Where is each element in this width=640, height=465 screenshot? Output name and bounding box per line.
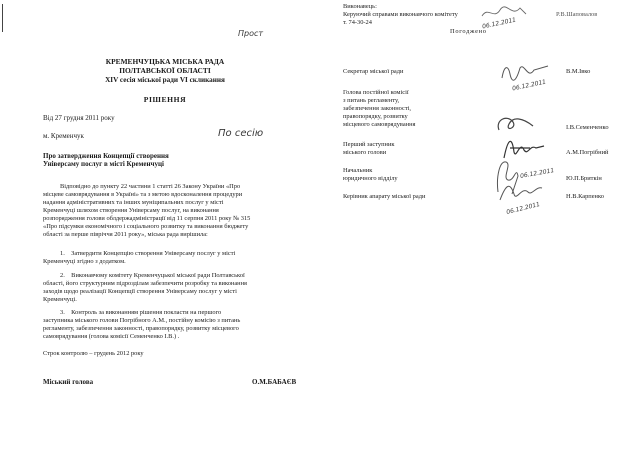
approver-role: Керівник апарату міської ради — [343, 193, 426, 200]
date-line: Від 27 грудня 2011 року — [43, 114, 115, 122]
approver-signature — [493, 112, 537, 136]
approver-name: І.В.Семенченко — [566, 124, 609, 131]
approver-role: Начальник — [343, 167, 373, 174]
signatory-title: Міський голова — [43, 378, 94, 386]
approver-role: Секретар міської ради — [343, 68, 404, 75]
approver-role: місцевого самоврядування — [343, 121, 416, 128]
preamble-line: області за перше півріччя 2011 року», міська рада вирішила: — [43, 231, 208, 238]
council-name: КРЕМЕНЧУЦЬКА МІСЬКА РАДА — [105, 57, 225, 66]
document-type: РІШЕННЯ — [143, 95, 187, 104]
item-2-line: 2. Виконавчому комітету Кременчуцької міської ради Полтавської — [60, 272, 245, 279]
executor-sign-date: 06.12.2011 — [481, 16, 517, 31]
item-1-line: 1. Затвердити Концепцію створення Універсаму послуг у місті — [60, 250, 236, 257]
region-name: ПОЛТАВСЬКОЇ ОБЛАСТІ — [119, 66, 211, 75]
subject-line-2: Універсаму послуг в місті Кременчуці — [43, 160, 164, 168]
approver-signature — [496, 178, 546, 208]
session-line: XIV сесія міської ради VI скликання — [105, 76, 225, 84]
approver-name: А.М.Погрібний — [566, 149, 609, 156]
item-3-line: 3. Контроль за виконанням рішення покласти на першого — [60, 309, 222, 316]
item-3-line: самоврядування (голова комісії Семенченко І.В.) . — [43, 333, 180, 340]
approver-signature — [498, 60, 554, 84]
subject-line-1: Про затвердження Концепції створення — [43, 152, 169, 160]
approver-role: забезпечення законності, — [343, 105, 412, 112]
approver-sign-date: 06.12.2011 — [519, 167, 555, 180]
signatory-name: О.М.БАБАЄВ — [252, 378, 297, 386]
item-1-line: Кременчуці згідно з додатком. — [43, 258, 126, 265]
approver-name: Ю.П.Бриткін — [566, 175, 602, 182]
executor-role: Керуючий справами виконавчого комітету — [343, 11, 458, 18]
executor-name: Р.В.Шаповалов — [556, 11, 598, 18]
approver-sign-date: 06.12.2011 — [505, 200, 541, 217]
city-line: м. Кременчук — [43, 132, 84, 140]
approver-role: з питань регламенту, — [343, 97, 400, 104]
item-3-line: регламенту, забезпечення законності, правопорядку, розвитку місцевого — [43, 325, 239, 332]
executor-phone: т. 74-30-24 — [343, 19, 372, 26]
approver-role: правопорядку, розвитку — [343, 113, 408, 120]
preamble-line: розпорядження голови облдержадміністрації від 11 серпня 2011 року № 315 — [43, 215, 251, 222]
item-2-line: Кременчуці. — [43, 296, 77, 303]
preamble-line: місцеве самоврядування в Україні» та з метою вдосконалення процедури — [43, 191, 243, 198]
approver-role: Перший заступник — [343, 141, 395, 148]
item-2-line: області, його структурним підрозділам забезпечити розробку та виконання — [43, 280, 247, 287]
approver-name: Н.В.Карпенко — [566, 193, 604, 200]
executor-signature — [480, 4, 530, 22]
preamble-line: надання адміністративних та інших муніципальних послуг у місті — [43, 199, 224, 206]
handwritten-note: По сесію — [218, 128, 264, 139]
preamble-line: Кременчуці шляхом створення Універсаму послуг, на виконання — [43, 207, 219, 214]
page-edge-mark — [2, 4, 3, 32]
approver-role: Голова постійної комісії — [343, 89, 409, 96]
approver-role: юридичного відділу — [343, 175, 398, 182]
approval-heading: Погоджено — [450, 28, 487, 35]
approver-name: В.М.Івко — [566, 68, 591, 75]
approver-role: міського голови — [343, 149, 387, 156]
item-2-line: заходів щодо реалізації Концепції створення Універсаму послуг у місті — [43, 288, 237, 295]
preamble-line: «Про підсумки економічного і соціального розвитку та виконання бюджету — [43, 223, 249, 230]
preamble-line: Відповідно до пункту 22 частини 1 статті 26 Закону України «Про — [60, 183, 241, 190]
approval-sheet — [330, 0, 640, 465]
approver-sign-date: 06.12.2011 — [511, 78, 547, 93]
control-deadline: Строк контролю – грудень 2012 року — [43, 350, 144, 357]
item-3-line: заступника міського голови Погрібного А.М., постійну комісію з питань — [43, 317, 241, 324]
executor-label: Виконавець: — [343, 3, 377, 10]
handwritten-corner-note: Прост — [238, 29, 264, 38]
